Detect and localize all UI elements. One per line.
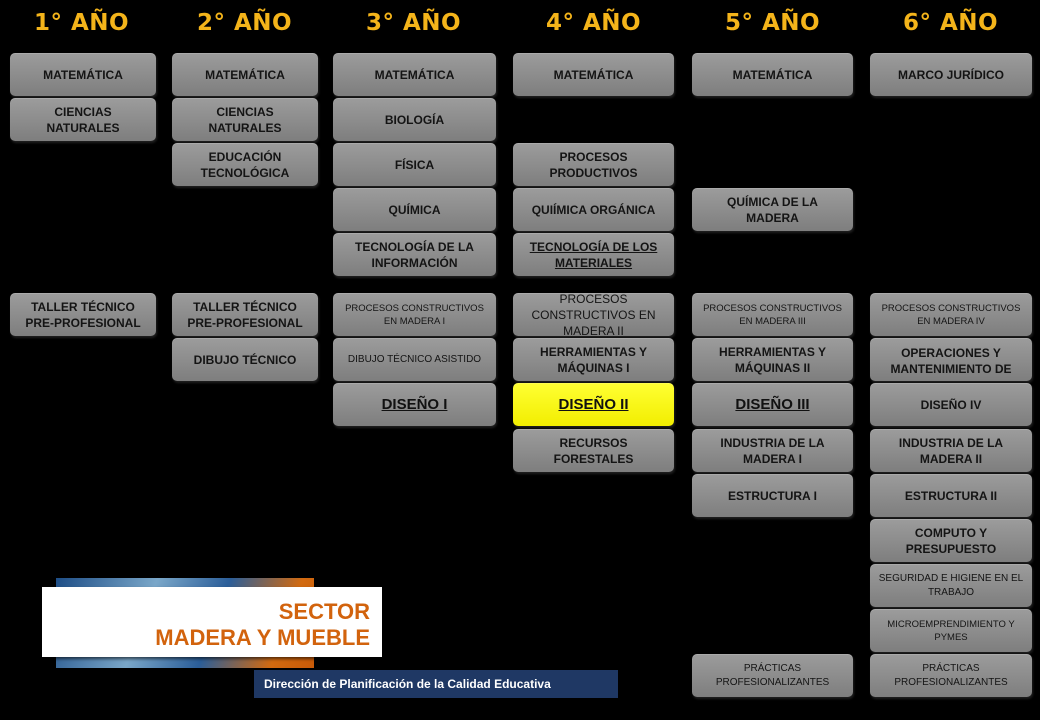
subject-box-y5-matematica: MATEMÁTICA	[692, 53, 853, 96]
subject-box-y6-procesos: PROCESOS CONSTRUCTIVOS EN MADERA IV	[870, 293, 1032, 336]
subject-box-y1-taller: TALLER TÉCNICO PRE-PROFESIONAL	[10, 293, 156, 336]
subject-box-y6-operaciones: OPERACIONES Y MANTENIMIENTO DE	[870, 338, 1032, 381]
subject-box-y6-marco: MARCO JURÍDICO	[870, 53, 1032, 96]
subject-box-y6-seguridad: SEGURIDAD E HIGIENE EN EL TRABAJO	[870, 564, 1032, 607]
subject-box-y4-herramientas: HERRAMIENTAS Y MÁQUINAS I	[513, 338, 674, 381]
subject-box-y5-herramientas: HERRAMIENTAS Y MÁQUINAS II	[692, 338, 853, 381]
subject-box-y4-matematica: MATEMÁTICA	[513, 53, 674, 96]
subject-box-y6-industria: INDUSTRIA DE LA MADERA II	[870, 429, 1032, 472]
subject-box-y2-ciencias: CIENCIAS NATURALES	[172, 98, 318, 141]
logo-card	[42, 587, 382, 657]
subject-box-y2-dibujo: DIBUJO TÉCNICO	[172, 338, 318, 381]
subject-box-y3-matematica: MATEMÁTICA	[333, 53, 496, 96]
subject-box-y3-diseno: DISEÑO I	[333, 383, 496, 426]
logo-line-2: MADERA Y MUEBLE	[155, 625, 370, 650]
subject-box-y2-educacion: EDUCACIÓN TECNOLÓGICA	[172, 143, 318, 186]
subject-box-y2-taller: TALLER TÉCNICO PRE-PROFESIONAL	[172, 293, 318, 336]
subject-box-y5-diseno: DISEÑO III	[692, 383, 853, 426]
logo-line-1: SECTOR	[278, 599, 370, 624]
subject-box-y1-ciencias: CIENCIAS NATURALES	[10, 98, 156, 141]
year-heading-2: 2° AÑO	[197, 10, 293, 36]
subject-box-y4-quimica: QUIÍMICA ORGÁNICA	[513, 188, 674, 231]
subject-box-y6-diseno: DISEÑO IV	[870, 383, 1032, 426]
subject-box-y3-procesos: PROCESOS CONSTRUCTIVOS EN MADERA I	[333, 293, 496, 336]
subject-box-y4-tecnologia: TECNOLOGÍA DE LOS MATERIALES	[513, 233, 674, 276]
subject-box-y2-matematica: MATEMÁTICA	[172, 53, 318, 96]
subject-box-y5-practicas: PRÁCTICAS PROFESIONALIZANTES	[692, 654, 853, 697]
subject-box-y5-estructura: ESTRUCTURA I	[692, 474, 853, 517]
subject-box-y4-recursos: RECURSOS FORESTALES	[513, 429, 674, 472]
subject-box-y6-computo: COMPUTO Y PRESUPUESTO	[870, 519, 1032, 562]
subject-box-y5-quimica: QUÍMICA DE LA MADERA	[692, 188, 853, 231]
subject-box-y5-industria: INDUSTRIA DE LA MADERA I	[692, 429, 853, 472]
subject-box-y6-practicas: PRÁCTICAS PROFESIONALIZANTES	[870, 654, 1032, 697]
year-heading-5: 5° AÑO	[725, 10, 821, 36]
year-heading-1: 1° AÑO	[34, 10, 130, 36]
subject-box-y4-procesos-productivos: PROCESOS PRODUCTIVOS	[513, 143, 674, 186]
sector-logo	[42, 578, 384, 668]
subject-box-y6-estructura: ESTRUCTURA II	[870, 474, 1032, 517]
subject-box-y3-quimica: QUÍMICA	[333, 188, 496, 231]
subject-box-y4-diseno-highlighted: DISEÑO II	[513, 383, 674, 426]
subject-box-y5-procesos: PROCESOS CONSTRUCTIVOS EN MADERA III	[692, 293, 853, 336]
subject-box-y3-tecnologia: TECNOLOGÍA DE LA INFORMACIÓN	[333, 233, 496, 276]
subject-box-y3-dibujo: DIBUJO TÉCNICO ASISTIDO	[333, 338, 496, 381]
subject-box-y6-micro: MICROEMPRENDIMIENTO Y PYMES	[870, 609, 1032, 652]
year-heading-6: 6° AÑO	[903, 10, 999, 36]
year-heading-4: 4° AÑO	[546, 10, 642, 36]
year-heading-3: 3° AÑO	[366, 10, 462, 36]
subject-box-y1-matematica: MATEMÁTICA	[10, 53, 156, 96]
subject-box-y3-fisica: FÍSICA	[333, 143, 496, 186]
subject-box-y4-procesos: PROCESOS CONSTRUCTIVOS EN MADERA II	[513, 293, 674, 336]
footer-bar: Dirección de Planificación de la Calidad Educativa	[254, 670, 618, 698]
subject-box-y3-biologia: BIOLOGÍA	[333, 98, 496, 141]
